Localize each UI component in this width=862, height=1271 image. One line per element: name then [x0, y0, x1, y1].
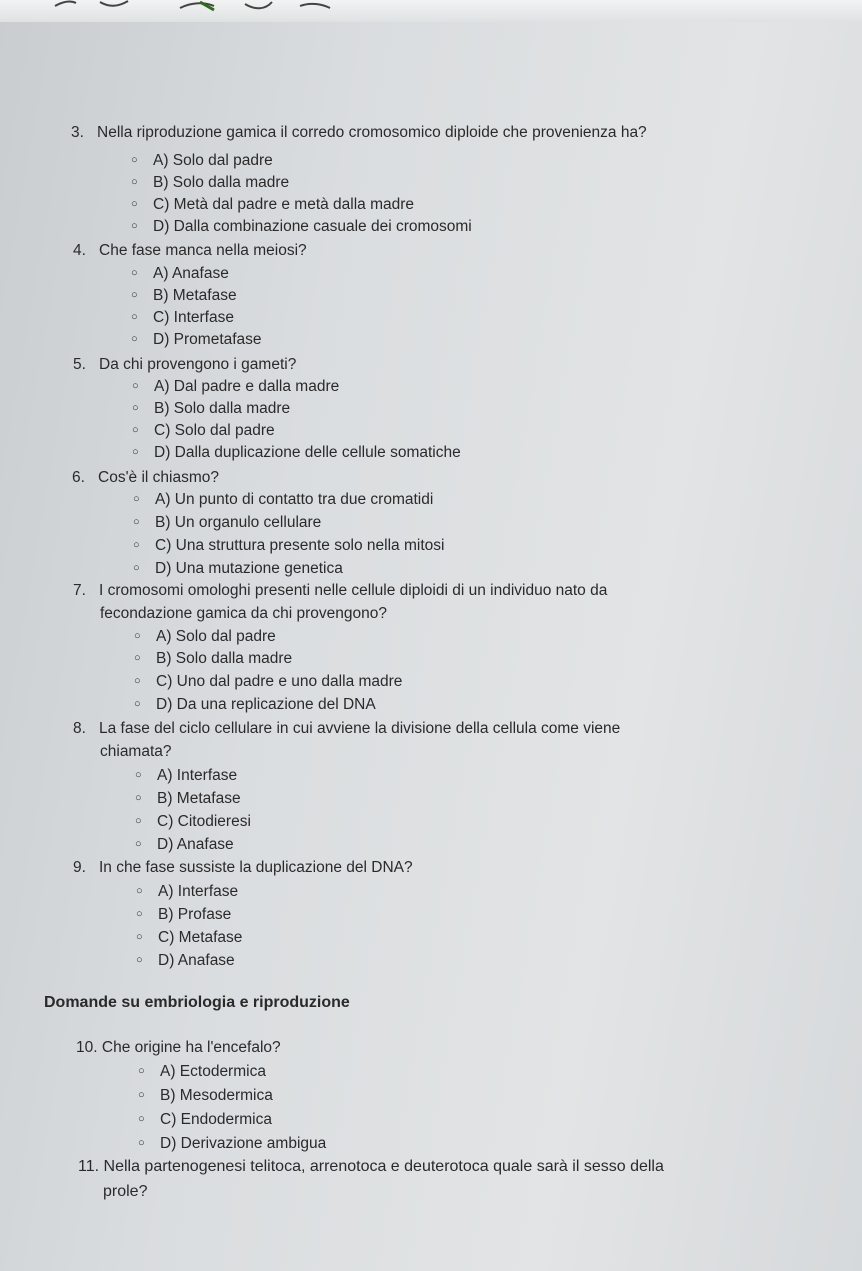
option-label: C) Metafase — [158, 929, 243, 946]
radio-icon[interactable]: ○ — [136, 885, 143, 897]
radio-icon[interactable]: ○ — [134, 630, 141, 642]
question-text: fecondazione gamica da chi provengono? — [100, 605, 387, 622]
question-text: I cromosomi omologhi presenti nelle cellule diploidi di un individuo nato da — [99, 582, 608, 599]
radio-icon[interactable]: ○ — [133, 493, 140, 505]
question-text: prole? — [103, 1183, 148, 1200]
radio-icon[interactable]: ○ — [134, 698, 141, 710]
option-4d[interactable] — [131, 329, 262, 350]
question-number: 6. — [72, 469, 85, 486]
radio-icon[interactable]: ○ — [131, 333, 138, 345]
radio-icon[interactable]: ○ — [131, 311, 138, 323]
option-label: C) Uno dal padre e uno dalla madre — [156, 673, 403, 690]
option-label: A) Dal padre e dalla madre — [154, 378, 340, 395]
question-number: 10. — [76, 1039, 98, 1056]
question-text: Cos'è il chiasmo? — [98, 469, 219, 486]
radio-icon[interactable]: ○ — [135, 792, 142, 804]
question-7 — [73, 580, 607, 601]
radio-icon[interactable]: ○ — [136, 931, 143, 943]
radio-icon[interactable]: ○ — [136, 954, 143, 966]
option-label: A) Anafase — [153, 265, 229, 282]
option-10c[interactable] — [138, 1109, 272, 1130]
question-number: 7. — [73, 582, 86, 599]
question-text: Che origine ha l'encefalo? — [101, 1039, 281, 1056]
radio-icon[interactable]: ○ — [134, 652, 141, 664]
option-label: B) Un organulo cellulare — [155, 514, 322, 531]
question-number: 8. — [73, 720, 86, 737]
option-label: A) Interfase — [157, 767, 238, 784]
option-label: D) Prometafase — [153, 331, 262, 348]
option-7b[interactable] — [134, 648, 293, 669]
option-label: D) Dalla combinazione casuale dei cromosomi — [153, 218, 472, 235]
option-label: A) Interfase — [158, 883, 239, 900]
question-4 — [73, 240, 307, 261]
radio-icon[interactable]: ○ — [138, 1137, 145, 1149]
question-text: In che fase sussiste la duplicazione del DNA? — [99, 859, 413, 876]
option-label: C) Una struttura presente solo nella mitosi — [155, 537, 445, 554]
question-text: Da chi provengono i gameti? — [99, 356, 297, 373]
radio-icon[interactable]: ○ — [135, 815, 142, 827]
question-number: 11. — [78, 1158, 100, 1175]
radio-icon[interactable]: ○ — [135, 769, 142, 781]
question-number: 9. — [73, 859, 86, 876]
option-10d[interactable] — [138, 1133, 327, 1154]
option-label: B) Solo dalla madre — [156, 650, 293, 667]
question-10 — [76, 1037, 281, 1058]
question-8 — [73, 718, 620, 739]
option-3d[interactable] — [131, 216, 472, 237]
option-6a[interactable] — [133, 489, 434, 510]
option-9b[interactable] — [136, 904, 232, 925]
option-label: C) Metà dal padre e metà dalla madre — [153, 196, 415, 213]
radio-icon[interactable]: ○ — [131, 220, 138, 232]
radio-icon[interactable]: ○ — [132, 402, 139, 414]
option-label: D) Anafase — [158, 952, 235, 969]
radio-icon[interactable]: ○ — [133, 539, 140, 551]
option-label: D) Dalla duplicazione delle cellule somatiche — [154, 444, 461, 461]
option-label: B) Mesodermica — [160, 1087, 273, 1104]
option-label: B) Profase — [158, 906, 232, 923]
radio-icon[interactable]: ○ — [132, 380, 139, 392]
radio-icon[interactable]: ○ — [134, 675, 141, 687]
option-4b[interactable] — [131, 285, 237, 306]
question-9 — [73, 857, 413, 878]
option-label: C) Interfase — [153, 309, 234, 326]
option-7a[interactable] — [134, 626, 276, 647]
radio-icon[interactable]: ○ — [132, 446, 139, 458]
radio-icon[interactable]: ○ — [131, 154, 138, 166]
radio-icon[interactable]: ○ — [133, 562, 140, 574]
question-text: La fase del ciclo cellulare in cui avviene la divisione della cellula come viene — [99, 720, 621, 737]
option-4c[interactable] — [131, 307, 234, 328]
question-text: Nella riproduzione gamica il corredo cromosomico diploide che provenienza ha? — [97, 124, 647, 141]
option-7c[interactable] — [134, 671, 403, 692]
radio-icon[interactable]: ○ — [131, 198, 138, 210]
option-9c[interactable] — [136, 927, 243, 948]
option-8c[interactable] — [135, 811, 251, 832]
question-11 — [78, 1156, 664, 1177]
option-label: A) Ectodermica — [160, 1063, 266, 1080]
radio-icon[interactable]: ○ — [138, 1065, 145, 1077]
question-3 — [71, 122, 647, 143]
option-label: B) Metafase — [153, 287, 237, 304]
option-7d[interactable] — [134, 694, 376, 715]
option-3c[interactable] — [131, 194, 415, 215]
question-8-continuation — [100, 741, 172, 762]
option-6d[interactable] — [133, 558, 343, 579]
option-5b[interactable] — [132, 398, 291, 419]
option-label: C) Solo dal padre — [154, 422, 275, 439]
radio-icon[interactable]: ○ — [136, 908, 143, 920]
option-label: C) Endodermica — [160, 1111, 272, 1128]
option-9d[interactable] — [136, 950, 235, 971]
option-label: B) Solo dalla madre — [153, 174, 290, 191]
option-label: B) Solo dalla madre — [154, 400, 291, 417]
option-label: A) Solo dal padre — [156, 628, 276, 645]
option-label: D) Anafase — [157, 836, 234, 853]
option-3a[interactable] — [131, 150, 273, 171]
option-label: D) Una mutazione genetica — [155, 560, 343, 577]
radio-icon[interactable]: ○ — [131, 267, 138, 279]
question-number: 5. — [73, 356, 86, 373]
option-label: D) Da una replicazione del DNA — [156, 696, 376, 713]
option-8b[interactable] — [135, 788, 241, 809]
question-5 — [73, 354, 296, 375]
question-text: chiamata? — [100, 743, 172, 760]
option-label: D) Derivazione ambigua — [160, 1135, 327, 1152]
question-11-continuation — [103, 1181, 147, 1202]
option-6c[interactable] — [133, 535, 445, 556]
option-6b[interactable] — [133, 512, 322, 533]
section-title: Domande su embriologia e riproduzione — [44, 994, 350, 1011]
question-7-continuation — [100, 603, 387, 624]
radio-icon[interactable]: ○ — [138, 1113, 145, 1125]
question-text: Nella partenogenesi telitoca, arrenotoca e deuterotoca quale sarà il sesso della — [103, 1158, 664, 1175]
option-8a[interactable] — [135, 765, 238, 786]
option-10a[interactable] — [138, 1061, 266, 1082]
radio-icon[interactable]: ○ — [138, 1089, 145, 1101]
question-text: Che fase manca nella meiosi? — [99, 242, 307, 259]
option-8d[interactable] — [135, 834, 234, 855]
option-label: B) Metafase — [157, 790, 241, 807]
option-5a[interactable] — [132, 376, 340, 397]
question-number: 3. — [71, 124, 84, 141]
radio-icon[interactable]: ○ — [135, 838, 142, 850]
option-label: C) Citodieresi — [157, 813, 251, 830]
option-3b[interactable] — [131, 172, 290, 193]
question-number: 4. — [73, 242, 86, 259]
option-9a[interactable] — [136, 881, 239, 902]
option-5d[interactable] — [132, 442, 461, 463]
option-4a[interactable] — [131, 263, 229, 284]
option-10b[interactable] — [138, 1085, 273, 1106]
radio-icon[interactable]: ○ — [132, 424, 139, 436]
radio-icon[interactable]: ○ — [133, 516, 140, 528]
option-5c[interactable] — [132, 420, 275, 441]
question-6 — [72, 467, 219, 488]
radio-icon[interactable]: ○ — [131, 289, 138, 301]
radio-icon[interactable]: ○ — [131, 176, 138, 188]
option-label: A) Solo dal padre — [153, 152, 273, 169]
option-label: A) Un punto di contatto tra due cromatidi — [155, 491, 434, 508]
